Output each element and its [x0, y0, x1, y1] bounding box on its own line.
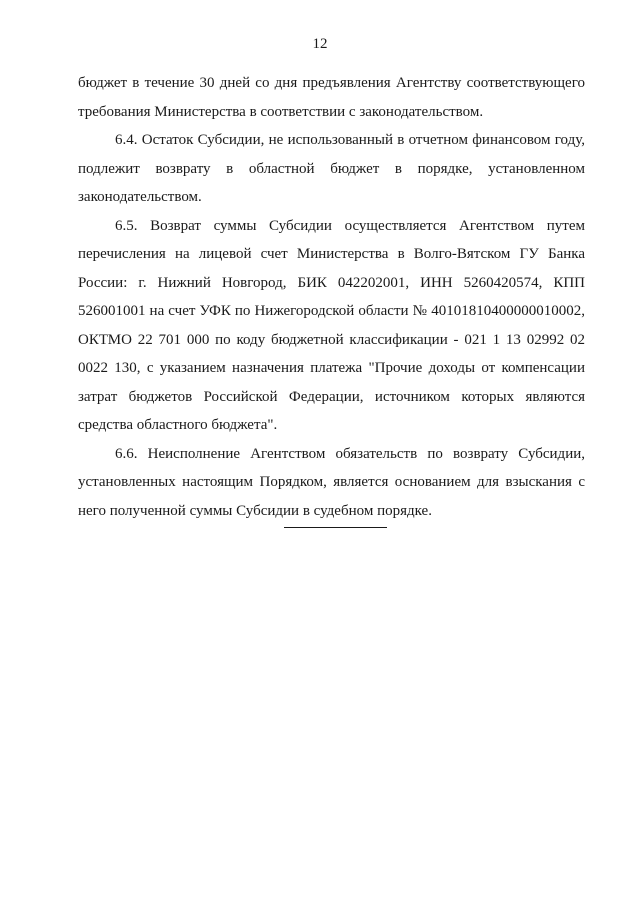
- paragraph-clause-6-4: 6.4. Остаток Субсидии, не использованный в отчетном финансовом году, подлежит возврату в областной бюджет в порядке, установленном законодательством.: [78, 132, 585, 205]
- paragraph-clause-6-6: 6.6. Неисполнение Агентством обязательств по возврату Субсидии, установленных настоящим Порядком, является основанием для взыскания с него полученной суммы Субсидии в судебном порядке.: [78, 445, 585, 519]
- paragraph-clause-6-5: 6.5. Возврат суммы Субсидии осуществляется Агентством путем перечисления на лицевой счет Министерства в Волго-Вятском ГУ Банка России: г. Нижний Новгород, БИК 042202001, ИНН 5260420574, КПП 526001001 на счет УФК по Нижегородской области № 40101810400000010002, ОКТМО 22 701 000 по коду бюджетной классификации - 021 1 13 02992 02 0022 130, с указанием назначения платежа "Прочие доходы от компенсации затрат бюджетов Российской Федерации, источником которых являются средства областного бюджета".: [78, 217, 585, 433]
- end-of-document-rule: [284, 527, 387, 528]
- page-number: 12: [312, 36, 328, 52]
- paragraph-continuation: бюджет в течение 30 дней со дня предъявления Агентству соответствующего требования Министерства в соответствии с законодательством.: [78, 75, 585, 120]
- document-body: [78, 69, 585, 525]
